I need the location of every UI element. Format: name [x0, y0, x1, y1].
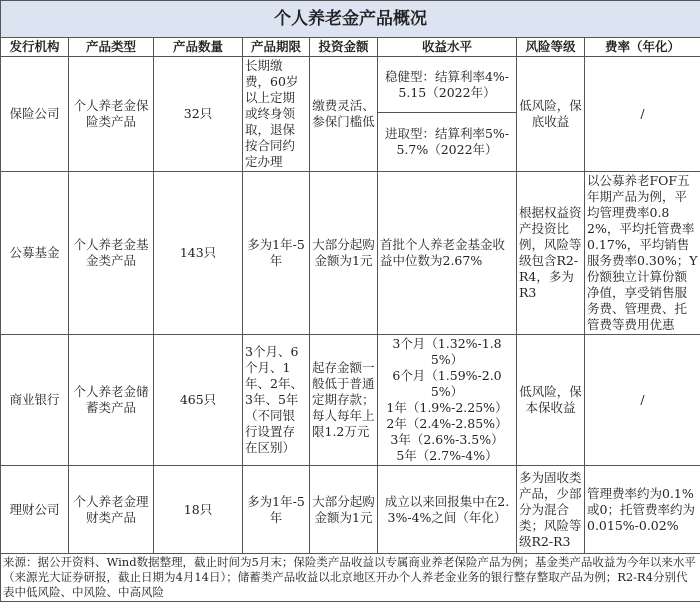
amount-cell: 起存金额一般低于普通定期存款；每人每年上限1.2万元 — [310, 335, 378, 466]
count-cell: 18只 — [154, 466, 243, 554]
yield-cell: 成立以来回报集中在2.3%-4%之间（年化） — [378, 466, 517, 554]
issuer-cell: 保险公司 — [1, 57, 69, 172]
table-row — [1, 172, 700, 335]
type-cell: 个人养老金理财类产品 — [69, 466, 154, 554]
term-cell: 3个月、6个月、1年、2年、3年、5年（不同银行设置存在区别） — [243, 335, 310, 466]
amount-cell: 大部分起购金额为1元 — [310, 172, 378, 335]
type-cell: 个人养老金基金类产品 — [69, 172, 154, 335]
issuer-cell: 商业银行 — [1, 335, 69, 466]
yield-cell: 进取型：结算利率5%-5.7%（2022年） — [378, 113, 517, 172]
column-header: 收益水平 — [378, 38, 517, 57]
footnote: 来源：据公开资料、Wind数据整理，截止时间为5月末；保险类产品收益以专属商业养老保险产品为例；基金类产品收益为今年以来水平（来源光大证券研报，截止日期为4月14日）；储蓄类产品收益以北京地区开办个人养老金业务的银行整存整取产品为例；R2-R4分别代表中低风险、中风险、中高风险 — [1, 554, 700, 602]
type-cell: 个人养老金储蓄类产品 — [69, 335, 154, 466]
issuer-cell: 公募基金 — [1, 172, 69, 335]
risk-cell: 多为固收类产品，少部分为混合类；风险等级R2-R3 — [517, 466, 585, 554]
column-header: 费率（年化） — [585, 38, 700, 57]
count-cell: 32只 — [154, 57, 243, 172]
column-header: 发行机构 — [1, 38, 69, 57]
yield-cell: 首批个人养老金基金收益中位数为2.67% — [378, 172, 517, 335]
yield-line: 1年（1.9%-2.25%） — [380, 400, 514, 416]
yield-cell: 稳健型：结算利率4%-5.15（2022年） — [378, 57, 517, 113]
column-header: 风险等级 — [517, 38, 585, 57]
fee-cell: 管理费率约为0.1%或0；托管费率约为0.015%-0.02% — [585, 466, 700, 554]
yield-line: 5年（2.7%-4%） — [380, 448, 514, 464]
column-header: 产品类型 — [69, 38, 154, 57]
count-cell: 143只 — [154, 172, 243, 335]
table-title: 个人养老金产品概况 — [1, 1, 700, 38]
yield-line: 6个月（1.59%-2.05%） — [380, 368, 514, 400]
yield-cell — [378, 335, 517, 466]
amount-cell: 大部分起购金额为1元 — [310, 466, 378, 554]
fee-cell: 以公募养老FOF五年期产品为例，平均管理费率0.82%，平均托管费率0.17%，平均销售服务费率0.30%；Y份额独立计算份额净值，享受销售服务费、管理费、托管费等费用优惠 — [585, 172, 700, 335]
column-header: 产品期限 — [243, 38, 310, 57]
risk-cell: 根据权益资产投资比例，风险等级包含R2-R4，多为R3 — [517, 172, 585, 335]
yield-line: 2年（2.4%-2.85%） — [380, 416, 514, 432]
type-cell: 个人养老金保险类产品 — [69, 57, 154, 172]
risk-cell: 低风险，保底收益 — [517, 57, 585, 172]
term-cell: 多为1年-5年 — [243, 466, 310, 554]
table-row — [1, 57, 700, 113]
header-row — [1, 38, 700, 57]
column-header: 产品数量 — [154, 38, 243, 57]
yield-line: 3个月（1.32%-1.85%） — [380, 336, 514, 368]
amount-cell: 缴费灵活、参保门槛低 — [310, 57, 378, 172]
yield-line: 3年（2.6%-3.5%） — [380, 432, 514, 448]
count-cell: 465只 — [154, 335, 243, 466]
term-cell: 多为1年-5年 — [243, 172, 310, 335]
risk-cell: 低风险，保本保收益 — [517, 335, 585, 466]
issuer-cell: 理财公司 — [1, 466, 69, 554]
column-header: 投资金额 — [310, 38, 378, 57]
table-row — [1, 335, 700, 466]
fee-cell: / — [585, 335, 700, 466]
table-row — [1, 466, 700, 554]
term-cell: 长期缴费，60岁以上定期或终身领取，退保按合同约定办理 — [243, 57, 310, 172]
fee-cell: / — [585, 57, 700, 172]
